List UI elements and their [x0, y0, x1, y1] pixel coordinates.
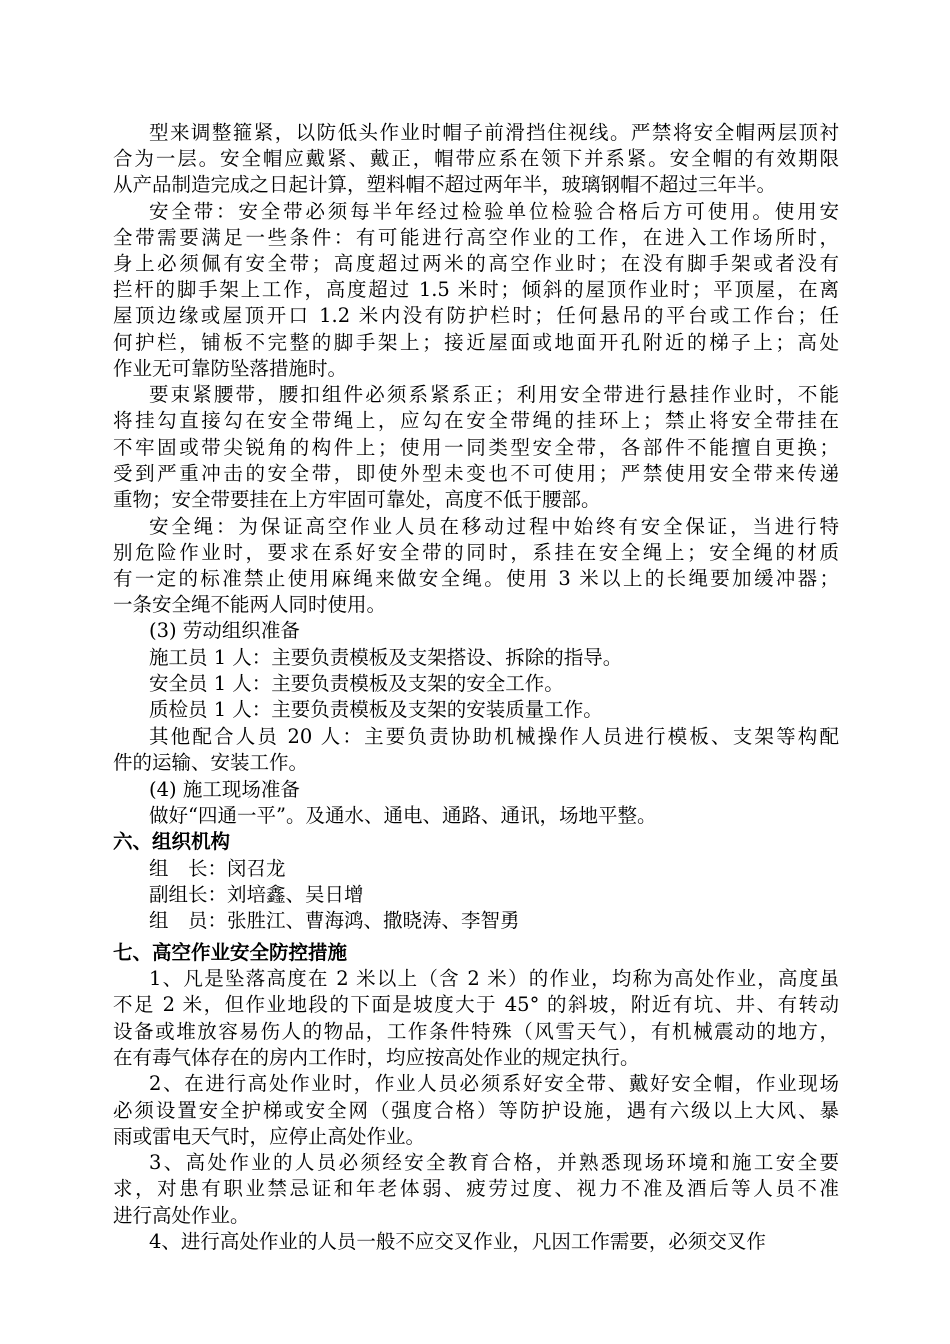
paragraph-line: 从产品制造完成之日起计算，塑料帽不超过两年半，玻璃钢帽不超过三年半。	[113, 173, 777, 196]
section-heading: 六、组织机构	[113, 830, 231, 853]
paragraph-line: 全带需要满足一些条件：有可能进行高空作业的工作，在进入工作场所时，	[113, 226, 839, 249]
paragraph-line: 要束紧腰带，腰扣组件必须系紧系正；利用安全带进行悬挂作业时，不能	[149, 383, 839, 406]
paragraph-line: 身上必须佩有安全带；高度超过两米的高空作业时；在没有脚手架或者没有	[113, 252, 839, 275]
paragraph-line: 将挂勾直接勾在安全带绳上，应勾在安全带绳的挂环上；禁止将安全带挂在	[113, 409, 839, 432]
paragraph-line: 副组长：刘培鑫、吴日增	[149, 883, 364, 906]
paragraph-line: 4、进行高处作业的人员一般不应交叉作业，凡因工作需要，必须交叉作	[149, 1230, 766, 1253]
paragraph-line: 1、凡是坠落高度在 2 米以上（含 2 米）的作业，均称为高处作业，高度虽	[149, 967, 839, 990]
paragraph-line: (4) 施工现场准备	[149, 778, 300, 801]
paragraph-line: 别危险作业时，要求在系好安全带的同时，系挂在安全绳上；安全绳的材质	[113, 541, 839, 564]
paragraph-line: 进行高处作业。	[113, 1204, 250, 1227]
paragraph-line: 一条安全绳不能两人同时使用。	[113, 593, 387, 616]
paragraph-line: 设备或堆放容易伤人的物品，工作条件特殊（风雪天气），有机械震动的地方，	[113, 1020, 839, 1043]
paragraph-line: 做好“四通一平”。及通水、通电、通路、通讯，场地平整。	[149, 804, 657, 827]
paragraph-line: 3、高处作业的人员必须经安全教育合格，并熟悉现场环境和施工安全要	[149, 1151, 839, 1174]
paragraph-line: 件的运输、安装工作。	[113, 751, 309, 774]
paragraph-line: 安全绳：为保证高空作业人员在移动过程中始终有安全保证，当进行特	[149, 515, 839, 538]
paragraph-line: 雨或雷电天气时，应停止高处作业。	[113, 1125, 426, 1148]
paragraph-line: 安全带：安全带必须每半年经过检验单位检验合格后方可使用。使用安	[149, 200, 839, 223]
paragraph-line: 重物；安全带要挂在上方牢固可靠处，高度不低于腰部。	[113, 488, 601, 511]
paragraph-line: 2、在进行高处作业时，作业人员必须系好安全带、戴好安全帽，作业现场	[149, 1072, 839, 1095]
paragraph-line: 在有毒气体存在的房内工作时，均应按高处作业的规定执行。	[113, 1046, 640, 1069]
paragraph-line: 不足 2 米，但作业地段的下面是坡度大于 45° 的斜坡，附近有坑、井、有转动	[113, 993, 839, 1016]
paragraph-line: (3) 劳动组织准备	[149, 619, 300, 642]
paragraph-line: 必须设置安全护梯或安全网（强度合格）等防护设施，遇有六级以上大风、暴	[113, 1099, 839, 1122]
section-heading: 七、高空作业安全防控措施	[113, 941, 348, 964]
paragraph-line: 作业无可靠防坠落措施时。	[113, 357, 348, 380]
paragraph-line: 安全员 1 人：主要负责模板及支架的安全工作。	[149, 672, 564, 695]
paragraph-line: 何护栏，铺板不完整的脚手架上；接近屋面或地面开孔附近的梯子上；高处	[113, 331, 839, 354]
paragraph-line: 受到严重冲击的安全带，即使外型未变也不可使用；严禁使用安全带来传递	[113, 462, 839, 485]
paragraph-line: 其他配合人员 20 人：主要负责协助机械操作人员进行模板、支架等构配	[149, 725, 839, 748]
paragraph-line: 屋顶边缘或屋顶开口 1.2 米内没有防护栏时；任何悬吊的平台或工作台；任	[113, 304, 839, 327]
paragraph-line: 质检员 1 人：主要负责模板及支架的安装质量工作。	[149, 698, 603, 721]
paragraph-line: 求，对患有职业禁忌证和年老体弱、疲劳过度、视力不准及酒后等人员不准	[113, 1177, 839, 1200]
paragraph-line: 有一定的标准禁止使用麻绳来做安全绳。使用 3 米以上的长绳要加缓冲器；	[113, 567, 839, 590]
paragraph-line: 合为一层。安全帽应戴紧、戴正，帽带应系在领下并系紧。安全帽的有效期限	[113, 147, 839, 170]
paragraph-line: 施工员 1 人：主要负责模板及支架搭设、拆除的指导。	[149, 646, 623, 669]
paragraph-line: 不牢固或带尖锐角的构件上；使用一同类型安全带，各部件不能擅自更换；	[113, 436, 839, 459]
paragraph-line: 型来调整箍紧，以防低头作业时帽子前滑挡住视线。严禁将安全帽两层顶衬	[149, 121, 839, 144]
paragraph-line: 组 员：张胜江、曹海鸿、撒晓涛、李智勇	[149, 909, 520, 932]
paragraph-line: 组 长：闵召龙	[149, 857, 286, 880]
paragraph-line: 拦杆的脚手架上工作，高度超过 1.5 米时；倾斜的屋顶作业时；平顶屋，在离	[113, 278, 839, 301]
